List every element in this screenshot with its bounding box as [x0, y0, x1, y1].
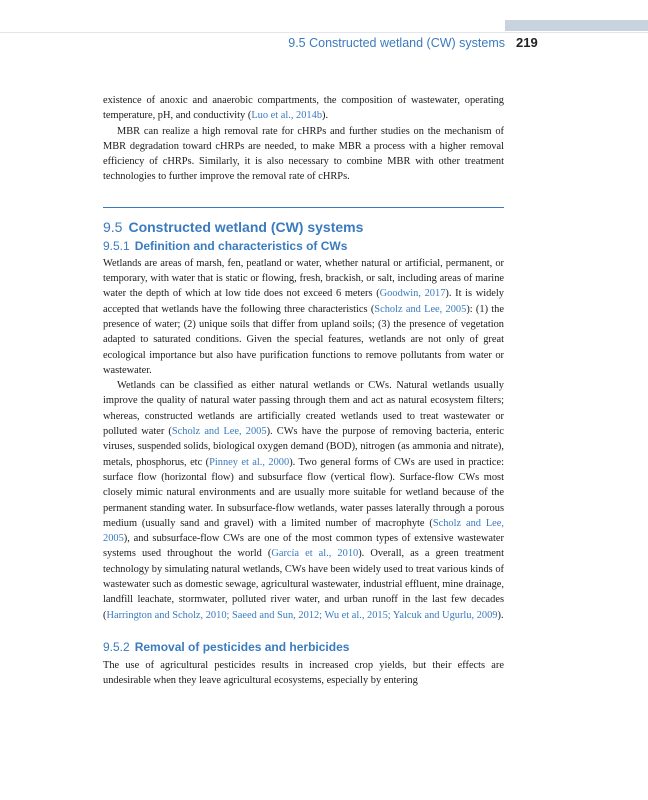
- section-divider: [103, 207, 504, 208]
- sub1-paragraph-2: Wetlands can be classified as either natural wetlands or CWs. Natural wetlands usually improve the quality of natural water passing through them and act as natural ecosystem filters; whereas, constructed wetlands are artificially created wetlands used to treat wastewater or polluted water (Scholz and Lee, 2005). CWs have the purpose of removing bacteria, enteric viruses, suspended solids, biological oxygen demand (BOD), nitrogen (as ammonia and nitrate), metals, phosphorus, etc (Pinney et al., 2000). Two general forms of CWs are used in practice: surface flow (horizontal flow) and subsurface flow (vertical flow). Surface-flow CWs most closely mimic natural environments and are usually more suitable for wetland because of the permanent standing water. In subsurface-flow wetlands, water passes laterally through a porous medium (usually sand and gravel) with a limited number of macrophyte (Scholz and Lee, 2005), and subsurface-flow CWs are one of the most common types of extensive wastewater systems used throughout the world (García et al., 2010). Overall, as a green treatment technology by simulating natural wetlands, CWs have been widely used to treat various kinds of wastewater such as domestic sewage, agricultural wastewater, industrial effluent, mine drainage, landfill leachate, stormwater, polluted river water, and urban runoff in the last few decades (Harrington and Scholz, 2010; Saeed and Sun, 2012; Wu et al., 2015; Yalcuk and Ugurlu, 2009).: [103, 380, 505, 621]
- page-body: [103, 93, 504, 689]
- citation-link[interactable]: García et al., 2010: [271, 548, 359, 560]
- citation-link[interactable]: Harrington and Scholz, 2010; Saeed and Sun, 2012; Wu et al., 2015; Yalcuk and Ugurlu, 2009: [106, 609, 498, 621]
- citation-link[interactable]: Pinney et al., 2000: [209, 456, 290, 468]
- header-color-block: [505, 20, 648, 31]
- page-number: 219: [516, 35, 538, 50]
- citation-link[interactable]: Scholz and Lee, 2005: [171, 426, 267, 438]
- intro-paragraph-2: MBR can realize a high removal rate for cHRPs and further studies on the mechanism of MBR degradation toward cHRPs are needed, to make MBR a process with a higher removal efficiency of cHRPs. Similarly, it is also necessary to combine MBR with other treatment technologies to further improve the removal rate of cHRPs.: [103, 125, 504, 183]
- citation-link[interactable]: Scholz and Lee, 2005: [103, 517, 504, 545]
- citation-link[interactable]: Scholz and Lee, 2005: [374, 303, 467, 315]
- header-rule: [0, 32, 648, 33]
- sub1-paragraph-1: Wetlands are areas of marsh, fen, peatland or water, whether natural or artificial, permanent, or temporary, with water that is static or flowing, fresh, brackish, or salt, including areas of marine water the depth of which at low tide does not exceed 6 meters (Goodwin, 2017). It is widely accepted that wetlands have the following three characteristics (Scholz and Lee, 2005): (1) the presence of water; (2) unique soils that differ from upland soils; (3) the presence of vegetation adapted to saturated conditions. Given the special features, wetlands are not only of great ecological importance but also have purification functions to remove pollutants from water or wastewater.: [103, 257, 504, 376]
- section-heading: 9.5 Constructed wetland (CW) systems: [103, 218, 364, 235]
- sub2-paragraph-1: The use of agricultural pesticides results in increased crop yields, but their effects are undesirable when they leave agricultural ecosystems, especially by entering: [103, 659, 504, 687]
- running-head: 9.5 Constructed wetland (CW) systems: [288, 36, 505, 50]
- subsection-heading-2: 9.5.2 Removal of pesticides and herbicides: [103, 639, 350, 654]
- intro-paragraph-1: existence of anoxic and anaerobic compartments, the composition of wastewater, operating temperature, pH, and conductivity (Luo et al., 2014b).: [103, 95, 504, 122]
- citation-link[interactable]: Luo et al., 2014b: [251, 110, 323, 122]
- subsection-heading-1: 9.5.1 Definition and characteristics of CWs: [103, 238, 348, 253]
- citation-link[interactable]: Goodwin, 2017: [379, 288, 446, 300]
